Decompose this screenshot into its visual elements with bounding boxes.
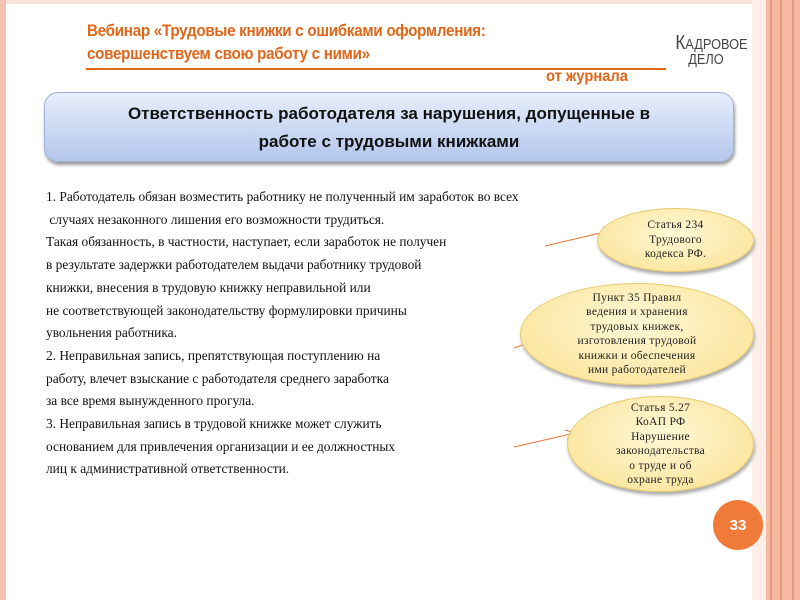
body-line: 2. Неправильная запись, препятствующая поступлению на — [46, 347, 381, 363]
body-line: увольнения работника. — [46, 325, 177, 341]
callout-text: Статья 5.27 КоАП РФ Нарушение законодательства о труде и об охране труда — [615, 401, 706, 486]
body-line: 3. Неправильная запись в трудовой книжке может служить — [46, 416, 382, 432]
body-line: книжки, внесения в трудовую книжку неправильной или — [46, 279, 371, 295]
kadrovoe-delo-logo: КАДРОВОЕ ДЕЛО — [675, 32, 748, 68]
slide-title: Ответственность работодателя за нарушения, допущенные в работе с трудовыми книжками — [127, 104, 651, 151]
from-journal: от журнала — [546, 68, 628, 85]
body-line: за все время вынужденного прогула. — [46, 393, 255, 409]
body-line: случаях незаконного лишения его возможности трудиться. — [46, 211, 385, 227]
arrow-3 — [514, 430, 575, 447]
body-line: Такая обязанность, в частности, наступает, если заработок не получен — [46, 234, 447, 250]
webinar-title: Вебинар «Трудовые книжки с ошибками оформления: совершенствуем свою работу с ними» — [87, 22, 486, 63]
page-number-badge: 33 — [713, 500, 763, 550]
callout-koap-527 — [567, 396, 754, 492]
body-line: основанием для привлечения организации и ее должностных — [46, 438, 396, 454]
callout-text: Статья 234 Трудового кодекса РФ. — [644, 219, 707, 261]
body-line: 1. Работодатель обязан возместить работнику не полученный им заработок во всех — [46, 189, 519, 204]
callout-article-234 — [597, 208, 754, 272]
body-line: лиц к административной ответственности. — [46, 461, 290, 477]
callout-rule-35 — [520, 283, 754, 385]
body-line: в результате задержки работодателем выдачи работнику трудовой — [46, 257, 422, 273]
body-line: работу, влечет взыскание с работодателя среднего заработка — [46, 370, 389, 386]
callout-text: Пункт 35 Правил ведения и хранения трудовых книжек, изготовления трудовой книжки и обеспечения ими работодателей — [577, 291, 697, 376]
body-line: не соответствующей законодательству формулировки причины — [46, 302, 407, 318]
